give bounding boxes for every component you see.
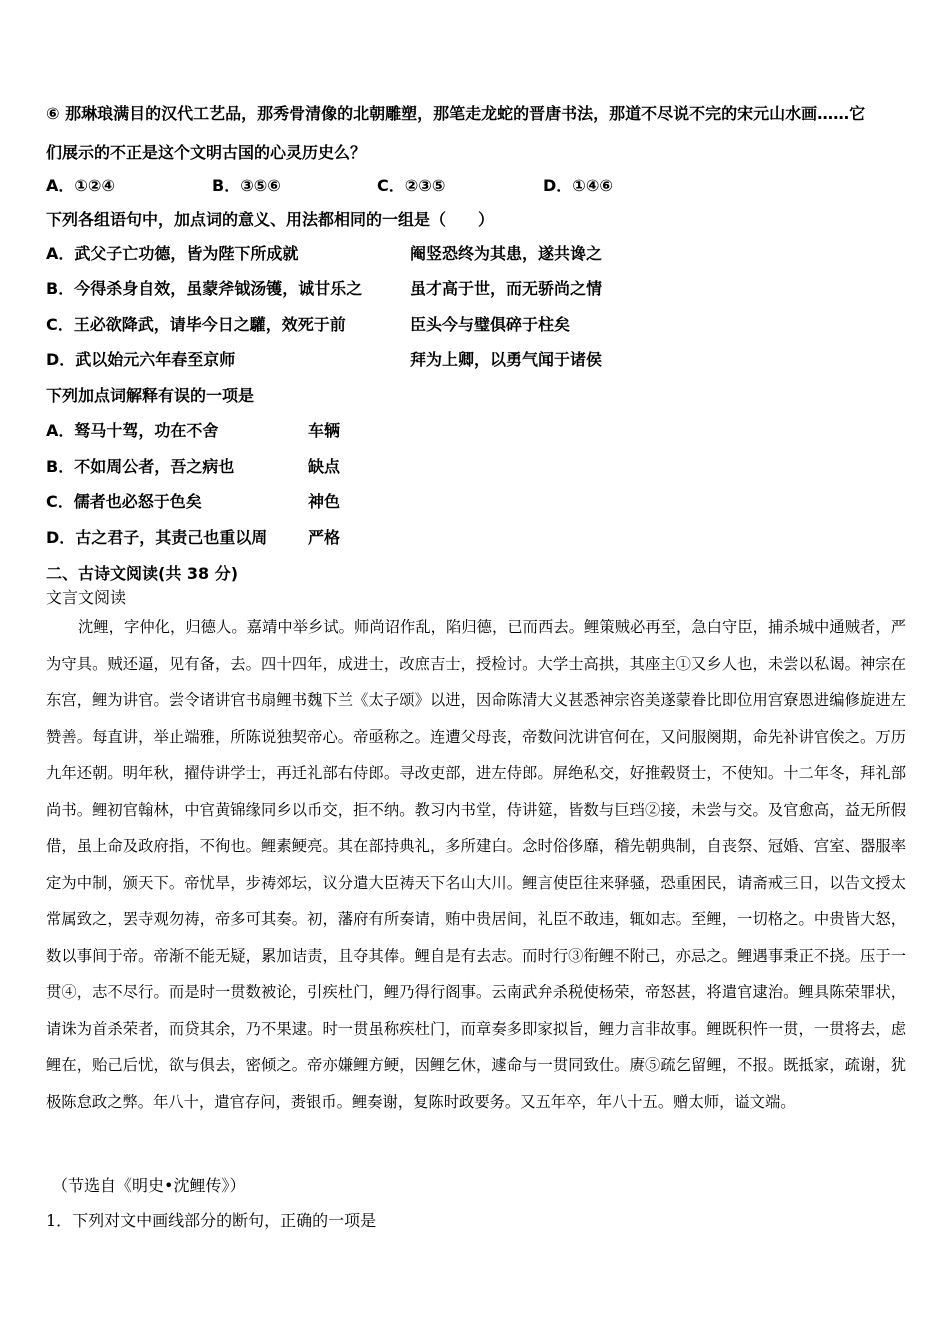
option-left: A．武父子亡功德，皆为陛下所成就 (46, 244, 299, 263)
option-left: B．不如周公者，吾之病也 (46, 457, 235, 476)
section-subheading: 文言文阅读 (46, 588, 127, 607)
option-pair-c (46, 312, 906, 336)
option-left: D．武以始元六年春至京师 (46, 350, 236, 369)
option-a: A．①②④ (46, 176, 116, 195)
option-pair-b (46, 276, 906, 300)
option-right: 拜为上卿，以勇气闻于诸侯 (410, 350, 603, 369)
option-c: C．②③⑤ (377, 176, 446, 195)
option-pair-a (46, 241, 906, 265)
option-right: 神色 (308, 492, 341, 511)
option-right: 虽才高于世，而无骄尚之情 (410, 279, 603, 298)
option-left: C．儒者也必怒于色矣 (46, 492, 202, 511)
option-pair-a (46, 418, 906, 442)
option-pair-c (46, 489, 906, 513)
passage-source: （节选自《明史•沈鲤传》） (52, 1176, 246, 1195)
question-stem: 下列各组语句中，加点词的意义、用法都相同的一组是（ ） (46, 210, 495, 229)
section-heading: 二、古诗文阅读(共 38 分) (46, 564, 239, 583)
option-b: B．③⑤⑥ (212, 176, 281, 195)
option-row (46, 173, 906, 197)
option-pair-d (46, 347, 906, 371)
question-line: 们展示的不正是这个文明古国的心灵历史么？ (46, 143, 367, 162)
option-right: 严格 (308, 528, 341, 547)
option-pair-b (46, 454, 906, 478)
option-right: 臣头今与璧俱碎于柱矣 (410, 315, 571, 334)
question-1-stem: 1．下列对文中画线部分的断句，正确的一项是 (46, 1211, 377, 1230)
option-right: 阉竖恐终为其患，遂共谗之 (410, 244, 603, 263)
passage-paragraph: 沈鲤，字仲化，归德人。嘉靖中举乡试。师尚诏作乱，陷归德，已而西去。鲤策贼必再至，急白守臣，捕杀城中通贼者，严为守具。贼还逼，见有备，去。四十四年，成进士，改庶吉士，授检讨。大学士高拱，其座主①又乡人也，未尝以私谒。神宗在东宫，鲤为讲官。尝令诸讲官书扇鲤书魏下兰《太子颂》以进，因命陈清大义甚悉神宗咨美遂蒙眷比即位用宫寮恩进编修旋进左赞善。每直讲，举止端雅，所陈说独契帝心。帝亟称之。连遭父母丧，帝数问沈讲官何在，又问服阕期，命先补讲官俟之。万历九年还朝。明年秋，擢侍讲学士，再迁礼部右侍郎。寻改吏部，进左侍郎。屏绝私交，好推毂贤士，不使知。十二年冬，拜礼部尚书。鲤初官翰林，中官黄锦缘同乡以币交，拒不纳。教习内书堂，侍讲筵，皆数与巨珰②接，未尝与交。及官愈高，益无所假借，虽上命及政府指，不徇也。鲤素鲠亮。其在部持典礼，多所建白。念时俗侈靡，稽先朝典制，自丧祭、冠婚、宫室、器服率定为中制，颁天下。帝忧旱，步祷郊坛，议分遣大臣祷天下名山大川。鲤言使臣往来驿骚，恐重困民，请斋戒三日，以告文授太常属致之，罢寺观勿祷，帝多可其奏。初，藩府有所奏请，贿中贵居间，礼臣不敢违，辄如志。至鲤，一切格之。中贵皆大怒，数以事间于帝。帝渐不能无疑，累加诘责，且夺其俸。鲤自是有去志。而时行③衔鲤不附己，亦忌之。鲤遇事秉正不挠。压于一贯④，志不尽行。而是时一贯数被论，引疾杜门，鲤乃得行阁事。云南武弁杀税使杨荣，帝怒甚，将遣官逮治。鲤具陈荣罪状，请诛为首杀荣者，而贷其余，乃不果逮。时一贯虽称疾杜门，而章奏多即家拟旨，鲤力言非故事。鲤既积忤一贯，一贯将去，虑鲤在，贻己后忧，欲与俱去，密倾之。帝亦嫌鲤方鲠，因鲤乞休，遽命与一贯同致仕。赓⑤疏乞留鲤，不报。既抵家，疏谢，犹极陈怠政之弊。年八十，遣官存问，赉银币。鲤奏谢，复陈时政要务。又五年卒，年八十五。赠太师，谥文端。 (46, 618, 906, 1111)
option-d: D．①④⑥ (543, 176, 613, 195)
option-left: B．今得杀身自效，虽蒙斧钺汤镬，诚甘乐之 (46, 279, 363, 298)
option-left: D．古之君子，其责己也重以周 (46, 528, 268, 547)
question-line: ⑥ 那琳琅满目的汉代工艺品，那秀骨清像的北朝雕塑，那笔走龙蛇的晋唐书法，那道不尽说不完的宋元山水画……它 (46, 104, 866, 123)
option-left: A．驽马十驾，功在不舍 (46, 421, 219, 440)
question-stem: 下列加点词解释有误的一项是 (46, 386, 255, 405)
option-left: C．王必欲降武，请毕今日之驩，效死于前 (46, 315, 346, 334)
option-right: 缺点 (308, 457, 341, 476)
option-pair-d (46, 525, 906, 549)
option-right: 车辆 (308, 421, 341, 440)
